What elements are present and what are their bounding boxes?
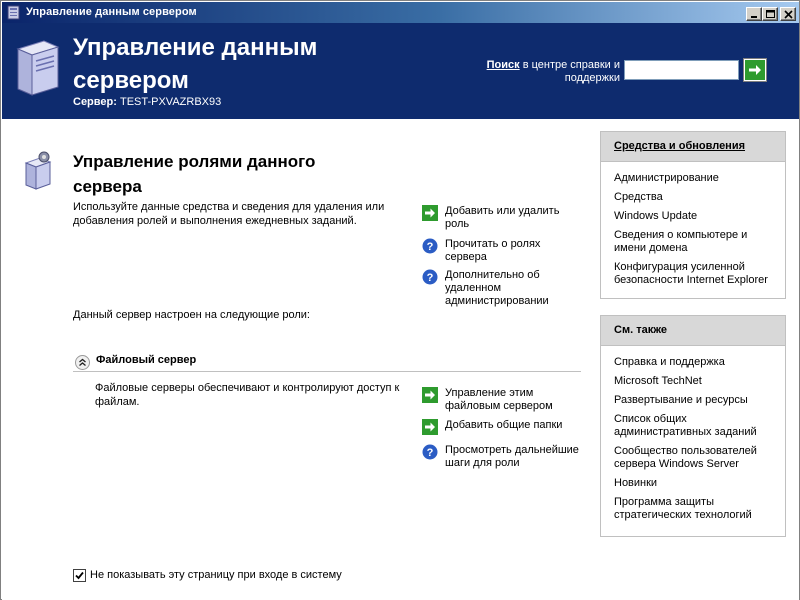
search-label: [462, 59, 620, 85]
file-server-role-header[interactable]: [73, 352, 581, 372]
green-arrow-icon: [422, 387, 438, 403]
task-label: Просмотреть дальнейшие шаги для роли: [445, 444, 579, 469]
see-also-item-security-program[interactable]: Программа защиты стратегических технологий: [614, 496, 752, 521]
search-go-button[interactable]: [743, 58, 767, 82]
collapse-chevron-icon[interactable]: [75, 355, 90, 370]
see-also-item-whats-new[interactable]: Новинки: [614, 477, 658, 489]
maximize-icon: [766, 10, 775, 19]
roles-heading: Управление ролями данного сервера: [73, 152, 316, 196]
window-title: Управление данным сервером: [26, 6, 197, 18]
minimize-icon: [750, 10, 759, 19]
file-server-name: Файловый сервер: [96, 354, 197, 366]
help-icon: [422, 238, 438, 254]
server-icon: [14, 35, 62, 99]
roles-description: Используйте данные средства и сведения для удаления или добавления ролей и выполнения ежедневных заданий.: [73, 201, 385, 227]
tools-panel-heading[interactable]: [601, 132, 785, 162]
see-also-item-deployment[interactable]: Развертывание и ресурсы: [614, 394, 748, 406]
close-icon: [784, 10, 793, 19]
main-content: [2, 119, 799, 600]
task-label: Добавить или удалить роль: [445, 205, 560, 230]
see-also-panel: [600, 315, 786, 537]
maximize-button[interactable]: [762, 7, 778, 21]
title-bar[interactable]: [2, 2, 799, 23]
see-also-item-community[interactable]: Сообщество пользователей сервера Windows Server: [614, 445, 757, 470]
server-label: Сервер:: [73, 96, 117, 108]
help-icon: [422, 269, 438, 285]
tools-item-administration[interactable]: Администрирование: [614, 172, 719, 184]
tools-list: [601, 162, 785, 299]
svg-text:?: ?: [426, 241, 434, 253]
dont-show-checkbox[interactable]: [73, 569, 86, 582]
next-steps-link[interactable]: [422, 444, 582, 470]
help-icon: [422, 444, 438, 460]
read-about-roles-link[interactable]: [422, 238, 582, 264]
svg-text:?: ?: [426, 272, 434, 284]
tools-item-tools[interactable]: Средства: [614, 191, 663, 203]
add-shared-folders-link[interactable]: [422, 419, 582, 432]
see-also-item-technet[interactable]: Microsoft TechNet: [614, 375, 702, 387]
search-label-hotkey: Поиск: [486, 59, 520, 71]
search-label-rest: в центре справки и поддержки: [519, 59, 620, 84]
tools-updates-panel: [600, 131, 786, 299]
svg-text:?: ?: [426, 447, 434, 459]
add-remove-role-link[interactable]: [422, 205, 582, 231]
tools-item-windows-update[interactable]: Windows Update: [614, 210, 698, 222]
tools-panel-heading-text: Средства и обновления: [614, 140, 746, 152]
minimize-button[interactable]: [746, 7, 762, 21]
manage-file-server-link[interactable]: [422, 387, 582, 413]
configured-roles-text: Данный сервер настроен на следующие роли:: [73, 309, 310, 321]
task-label: Управление этим файловым сервером: [445, 387, 553, 412]
server-name-line: [73, 96, 221, 108]
task-label: Прочитать о ролях сервера: [445, 238, 541, 263]
green-arrow-icon: [422, 419, 438, 435]
see-also-item-admin-tasks[interactable]: Список общих административных заданий: [614, 413, 757, 438]
see-also-list: [601, 346, 785, 534]
see-also-heading: [601, 316, 785, 346]
dont-show-label[interactable]: Не показывать эту страницу при входе в систему: [90, 569, 342, 581]
green-arrow-icon: [745, 60, 765, 80]
see-also-item-help[interactable]: Справка и поддержка: [614, 356, 725, 368]
task-label: Добавить общие папки: [445, 419, 563, 431]
checkmark-icon: [75, 571, 84, 580]
page-title: Управление данным сервером: [73, 34, 318, 94]
tools-item-computer-info[interactable]: Сведения о компьютере и имени домена: [614, 229, 748, 254]
server-app-icon: [6, 5, 22, 20]
close-button[interactable]: [780, 7, 796, 21]
file-server-description: Файловые серверы обеспечивают и контролируют доступ к файлам.: [95, 382, 400, 408]
green-arrow-icon: [422, 205, 438, 221]
server-roles-icon: [24, 151, 54, 191]
tools-item-ie-security[interactable]: Конфигурация усиленной безопасности Internet Explorer: [614, 261, 768, 286]
search-input[interactable]: [624, 60, 739, 80]
task-label: Дополнительно об удаленном администрировании: [445, 269, 549, 307]
see-also-heading-text: См. также: [614, 324, 667, 336]
server-name: TEST-PXVAZRBX93: [119, 96, 222, 108]
remote-admin-info-link[interactable]: [422, 269, 582, 308]
header-banner: [2, 23, 799, 119]
